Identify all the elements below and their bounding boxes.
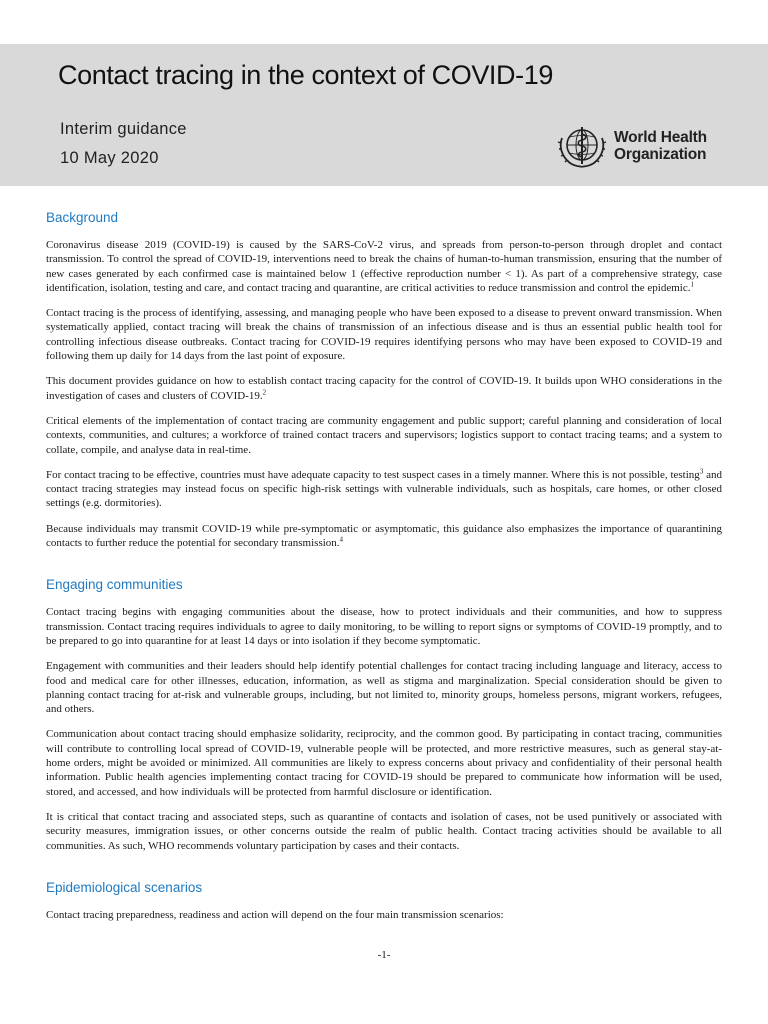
document-body <box>46 208 722 933</box>
page-number: -1- <box>377 949 391 961</box>
paragraph: It is critical that contact tracing and associated steps, such as quarantine of contacts and isolation of cases, not be used punitively or associated with security measures, immigration issues, or other concerns outside the realm of public health. Contact tracing activities should be available to all communities. As such, WHO recommends voluntary participation by cases and their contacts. <box>46 810 722 852</box>
document-title: Contact tracing in the context of COVID-19 <box>58 60 553 90</box>
paragraph: Contact tracing is the process of identifying, assessing, and managing people who have been exposed to a disease to prevent onward transmission. When systematically applied, contact tracing will break the chains of transmission of an infectious disease and is thus an essential public health tool for controlling infectious disease outbreaks. Contact tracing for COVID-19 requires identifying persons who may have been exposed to COVID-19 and following them up daily for 14 days from the last point of exposure. <box>46 307 722 363</box>
who-emblem-icon <box>556 124 608 170</box>
paragraph: Coronavirus disease 2019 (COVID-19) is caused by the SARS-CoV-2 virus, and spreads from person-to-person through droplet and contact transmission. To control the spread of COVID-19, interventions need to break the chains of human-to-human transmission, ensuring that the number of new cases generated by each confirmed case is maintained below 1 (effective reproduction number < 1). As part of a comprehensive strategy, case identification, isolation, testing and care, and contact tracing and quarantine, are critical activities to reduce transmission and control the epidemic.$^1$ <box>46 239 722 294</box>
footnote-ref[interactable]: 1 <box>690 280 694 289</box>
paragraph: For contact tracing to be effective, countries must have adequate capacity to test suspect cases in a timely manner. Where this is not possible, testing$^3$ and contact tracing strategies may instead focus on specific high-risk settings with vulnerable individuals, such as hospitals, care homes, or other closed settings (e.g. dormitories). <box>46 467 723 510</box>
paragraph: This document provides guidance on how to establish contact tracing capacity for the control of COVID-19. It builds upon WHO considerations in the investigation of cases and clusters of COVID-19.$^2$ <box>46 375 722 402</box>
document-header <box>0 44 768 186</box>
footnote-ref[interactable]: 3 <box>699 467 704 476</box>
paragraph: Communication about contact tracing should emphasize solidarity, reciprocity, and the common good. By participating in contact tracing, communities will contribute to controlling local spread of COVID-19, vulnerable people will be protected, and more restrictive measures, such as general stay-at-home orders, might be avoided or minimized. All communities are likely to express concerns about privacy and confidentiality of their personal health information. Public health agencies implementing contact tracing for COVID-19 should be prepared to communicate how information will be used, stored, and accessed, and how individuals will be protected from harmful disclosure or identification. <box>46 728 722 798</box>
footnote-ref[interactable]: 2 <box>262 388 267 397</box>
who-logo <box>556 124 716 170</box>
section-heading-engaging-communities: Engaging communities <box>46 577 183 593</box>
who-wordmark-line2: Organization <box>614 146 707 163</box>
paragraph: Contact tracing begins with engaging communities about the disease, how to protect individuals and their communities, and how to suppress transmission. Contact tracing requires individuals to agree to daily monitoring, to be willing to report signs or symptoms of COVID-19 promptly, and to be prepared to go into quarantine for at least 14 days or into isolation if they become symptomatic. <box>46 606 722 647</box>
paragraph: Engagement with communities and their leaders should help identify potential challenges for contact tracing including language and literacy, access to food and medical care for other illnesses, education, information, as well as stigma and marginalization. Special consideration should be given to planning contact tracing for at-risk and vulnerable groups, including, but not limited to, minority groups, homeless persons, migrant workers, refugees, and others. <box>46 660 722 716</box>
document-subtitle: Interim guidance <box>60 120 187 138</box>
paragraph: Because individuals may transmit COVID-19 while pre-symptomatic or asymptomatic, this guidance also emphasizes the importance of quarantining contacts to further reduce the potential for secondary transmission.$^4$ <box>46 522 722 550</box>
document-date: 10 May 2020 <box>60 149 159 167</box>
section-heading-epidemiological-scenarios: Epidemiological scenarios <box>46 879 203 895</box>
section-heading-background: Background <box>46 210 119 225</box>
paragraph: Critical elements of the implementation of contact tracing are community engagement and public support; careful planning and consideration of local contexts, communities, and cultures; a workforce of trained contact tracers and supervisors; logistics support to contact tracing teams; and a system to collate, compile, and analyse data in real-time. <box>46 414 722 456</box>
who-wordmark <box>614 129 707 163</box>
footnote-ref[interactable]: 4 <box>339 535 344 544</box>
paragraph: Contact tracing preparedness, readiness and action will depend on the four main transmission scenarios: <box>46 908 504 921</box>
who-wordmark-line1: World Health <box>614 129 707 146</box>
